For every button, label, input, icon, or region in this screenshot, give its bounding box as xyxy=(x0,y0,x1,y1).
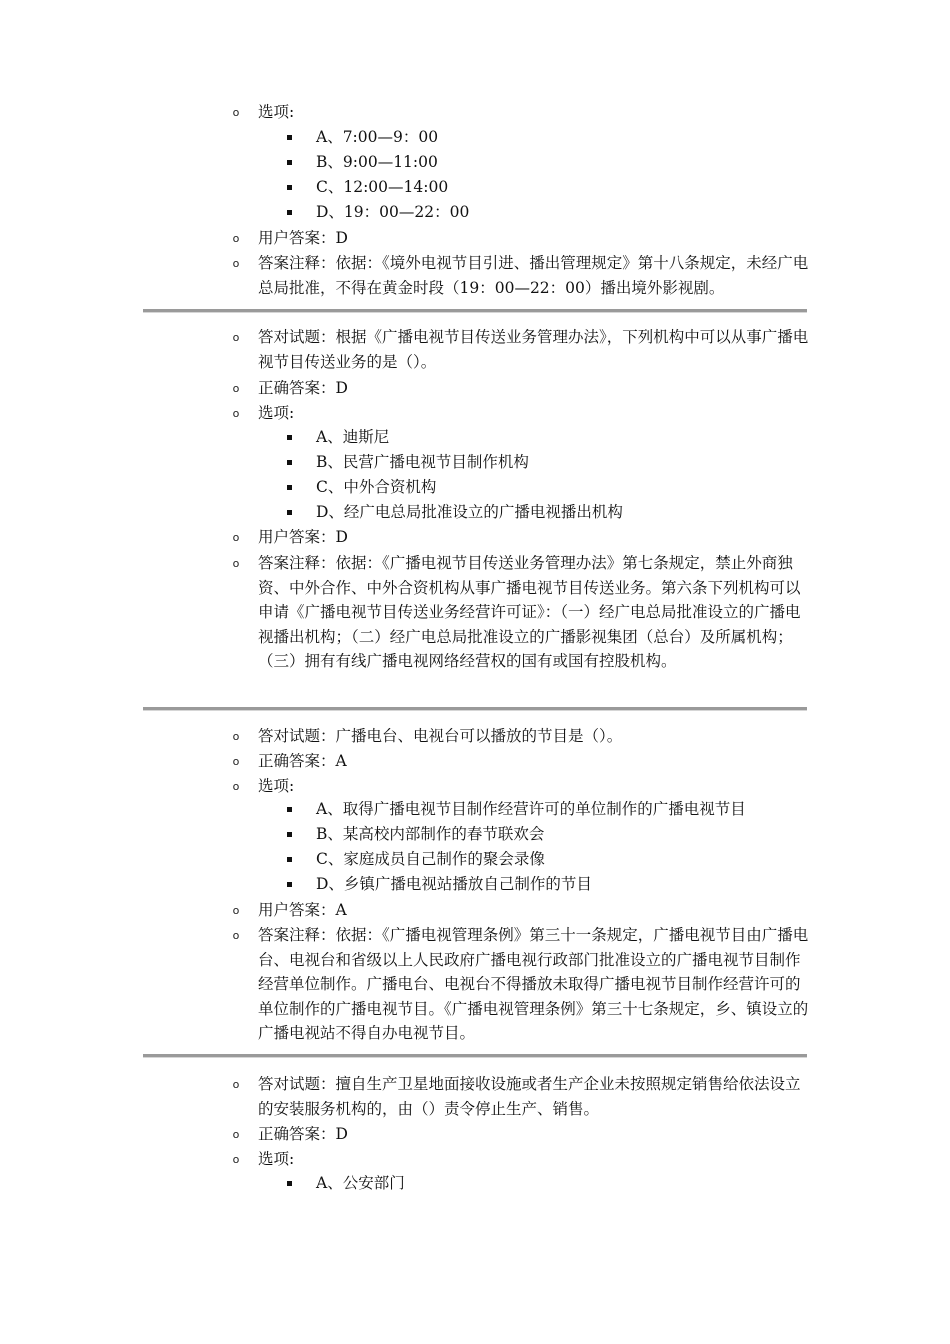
square-bullet-icon xyxy=(287,150,295,175)
correct-answer: 正确答案：D xyxy=(258,1125,348,1143)
correct-answer: 正确答案：A xyxy=(258,752,347,770)
options-label: 选项: xyxy=(258,1150,295,1168)
square-bullet-icon xyxy=(287,797,295,822)
question-text: 答对试题：广播电台、电视台可以播放的节目是（）。 xyxy=(258,727,623,745)
circle-bullet-icon: o xyxy=(232,106,240,119)
divider xyxy=(143,309,807,313)
user-answer: 用户答案：D xyxy=(258,528,348,546)
options-label: 选项: xyxy=(258,777,295,795)
square-bullet-icon xyxy=(287,475,295,500)
square-bullet-icon xyxy=(287,200,295,225)
circle-bullet-icon: o xyxy=(232,407,240,420)
user-answer: 用户答案：A xyxy=(258,901,347,919)
circle-bullet-icon: o xyxy=(232,382,240,395)
circle-bullet-icon: o xyxy=(232,1078,240,1091)
circle-bullet-icon: o xyxy=(232,730,240,743)
circle-bullet-icon: o xyxy=(232,557,240,570)
square-bullet-icon xyxy=(287,500,295,525)
square-bullet-icon xyxy=(287,822,295,847)
circle-bullet-icon: o xyxy=(232,929,240,942)
circle-bullet-icon: o xyxy=(232,755,240,768)
circle-bullet-icon: o xyxy=(232,257,240,270)
circle-bullet-icon: o xyxy=(232,1128,240,1141)
square-bullet-icon xyxy=(287,1171,295,1196)
square-bullet-icon xyxy=(287,425,295,450)
square-bullet-icon xyxy=(287,125,295,150)
divider xyxy=(143,707,807,711)
square-bullet-icon xyxy=(287,450,295,475)
answer-note: 答案注释：依据：《广播电视管理条例》第三十一条规定，广播电视节目由广播电台、电视台和省级以上人民政府广播电视行政部门批准设立的广播电视节目制作经营单位制作。广播电台、电视台不得播放未取得广播电视节目制作经营许可的单位制作的广播电视节目。《广播电视管理条例》第三十七条规定，乡、镇设立的广播电视站不得自办电视节目。 xyxy=(258,926,809,1043)
options-label: 选项: xyxy=(258,103,295,121)
document-page: o 选项: A、7:00—9：00 B、9:00—11:00 C、12:00—14:00 D、19：00—22：00 o 用户答案：D o 答案注释：依据：《境外电视节目引进、播出管理规定》第十八条规定，未经广电总局批准，不得在黄金时段（19：00—22：00）播出境外影视剧。 o 答对试题：根据《广播电视节目传送业务管理办法》，下列机构中可以从事广播电视节目传送业务的是（）。 o 正确答案：D o 选项: A、迪斯尼 B、民营广播电视节目制作机构 C、中外合资机构 D、经广电总局批准设立的广播电视播出机构 o 用户答案：D o 答案注释：依据：《广播电视节目传送业务管理办法》第七条规定，禁止外商独资、中外合作、中外合资机构从事广播电视节目传送业务。第六条下列机构可以申请《广播电视节目传送业务经营许可证》：（一）经广电总局批准设立的广播电视播出机构；（二）经广电总局批准设立的广播影视集团（总台）及所属机构；（三）拥有有线广播电视网络经营权的国有或国有控股机构。 o 答对试题：广播电台、电视台可以播放的节目是（）。 o 正确答案：A o 选项: A、取得广播电视节目制作经营许可的单位制作的广播电视节目 B、某高校内部制作的春节联欢会 C、家庭成员自己制作的聚会录像 D、乡镇广播电视站播放自己制作的节目 o 用户答案：A o 答案注释：依据：《广播电视管理条例》第三十一条规定，广播电视节目由广播电台、电视台和省级以上人民政府广播电视行政部门批准设立的广播电视节目制作经营单位制作。广播电台、电视台不得播放未取得广播电视节目制作经营许可的单位制作的广播电视节目。《广播电视管理条例》第三十七条规定，乡、镇设立的广播电视站不得自办电视节目。 o 答对试题：擅自生产卫星地面接收设施或者生产企业未按照规定销售给依法设立的安装服务机构的，由（）责令停止生产、销售。 o 正确答案：D o 选项: A、公安部门 xyxy=(0,0,950,1344)
circle-bullet-icon: o xyxy=(232,1153,240,1166)
divider xyxy=(143,1054,807,1058)
square-bullet-icon xyxy=(287,872,295,897)
circle-bullet-icon: o xyxy=(232,904,240,917)
circle-bullet-icon: o xyxy=(232,780,240,793)
answer-note: 答案注释：依据：《境外电视节目引进、播出管理规定》第十八条规定，未经广电总局批准，不得在黄金时段（19：00—22：00）播出境外影视剧。 xyxy=(258,254,809,297)
question-text: 答对试题：擅自生产卫星地面接收设施或者生产企业未按照规定销售给依法设立的安装服务机构的，由（）责令停止生产、销售。 xyxy=(258,1075,801,1118)
circle-bullet-icon: o xyxy=(232,531,240,544)
circle-bullet-icon: o xyxy=(232,331,240,344)
user-answer: 用户答案：D xyxy=(258,229,348,247)
square-bullet-icon xyxy=(287,175,295,200)
correct-answer: 正确答案：D xyxy=(258,379,348,397)
question-text: 答对试题：根据《广播电视节目传送业务管理办法》，下列机构中可以从事广播电视节目传送业务的是（）。 xyxy=(258,328,809,371)
square-bullet-icon xyxy=(287,847,295,872)
answer-note: 答案注释：依据：《广播电视节目传送业务管理办法》第七条规定，禁止外商独资、中外合作、中外合资机构从事广播电视节目传送业务。第六条下列机构可以申请《广播电视节目传送业务经营许可证》：（一）经广电总局批准设立的广播电视播出机构；（二）经广电总局批准设立的广播影视集团（总台）及所属机构；（三）拥有有线广播电视网络经营权的国有或国有控股机构。 xyxy=(258,554,801,671)
options-label: 选项: xyxy=(258,404,295,422)
circle-bullet-icon: o xyxy=(232,232,240,245)
